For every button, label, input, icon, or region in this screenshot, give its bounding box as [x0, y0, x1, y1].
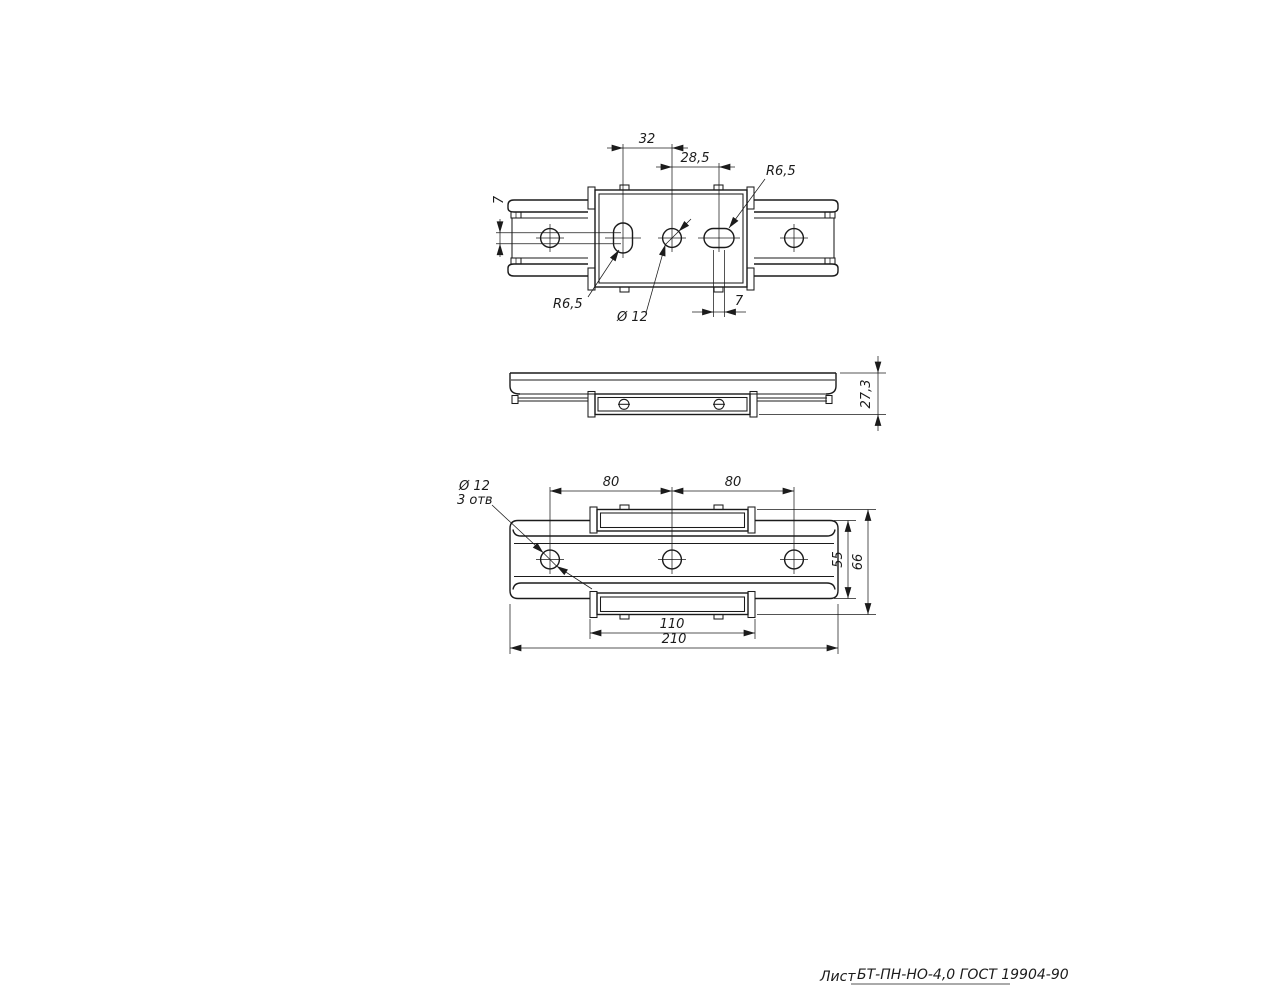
radius-callout-bottom-left — [553, 250, 619, 312]
joint-plate-side-view — [588, 392, 757, 418]
dim-80-left-label: 80 — [602, 475, 620, 490]
holes-count-label: 3 отв — [457, 493, 493, 508]
dim-210-label: 210 — [661, 632, 687, 647]
designation-text: БТ-ПН-НО-4,0 ГОСТ 19904-90 — [857, 967, 1069, 983]
dim-7-bottom-label: 7 — [734, 294, 744, 309]
top-view — [492, 132, 838, 325]
side-view — [510, 356, 886, 431]
dim-27-3-label: 27,3 — [859, 379, 874, 409]
clamp-plate-bottom — [590, 592, 755, 620]
diameter-bottom-view-label: Ø 12 — [459, 479, 490, 494]
bottom-view — [457, 475, 876, 654]
radius-bottom-left-label: R6,5 — [553, 297, 583, 312]
clamp-plate-top — [590, 505, 755, 533]
dimension-7-bottom — [692, 294, 746, 312]
dimension-32 — [607, 132, 688, 148]
radius-top-right-label: R6,5 — [766, 164, 796, 179]
dimension-80-right — [672, 475, 794, 491]
dimension-28-5 — [656, 151, 735, 167]
left-rail-top-view — [508, 200, 588, 276]
dim-32-label: 32 — [638, 132, 656, 147]
dim-28-5-label: 28,5 — [680, 151, 710, 166]
dimension-7-left — [492, 195, 507, 257]
rail-bottom-view — [510, 487, 838, 599]
dim-80-right-label: 80 — [724, 475, 742, 490]
title-block — [819, 967, 1069, 985]
dim-7-left-label: 7 — [492, 195, 507, 205]
sheet-label: Лист — [820, 969, 856, 985]
diameter-top-view-label: Ø 12 — [617, 310, 648, 325]
diameter-callout-top-view — [616, 219, 691, 325]
rail-side-view — [510, 373, 836, 404]
diameter-callout-bottom-view — [457, 479, 592, 589]
dim-110-label: 110 — [659, 617, 685, 632]
right-rail-top-view — [754, 200, 838, 276]
dimension-80-left — [550, 475, 672, 491]
dim-55-label: 55 — [831, 551, 846, 568]
dim-66-label: 66 — [851, 553, 866, 571]
